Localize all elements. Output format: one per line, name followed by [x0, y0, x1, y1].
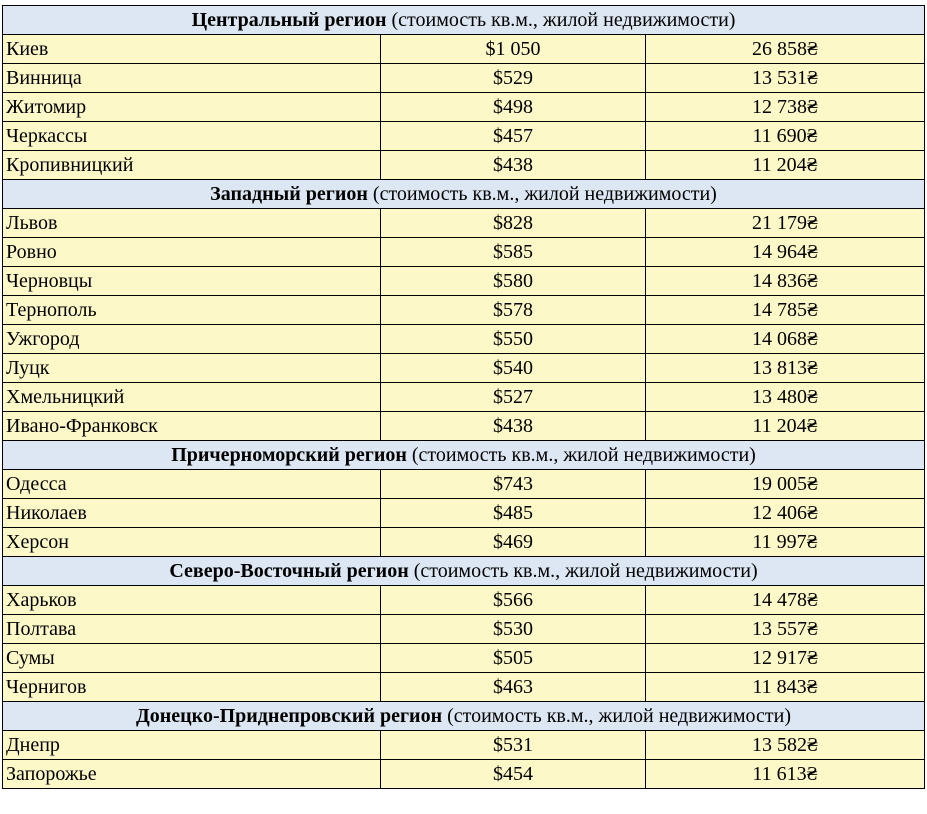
region-header-cell [3, 702, 925, 731]
uah-price-cell: 13 531₴ [646, 64, 925, 93]
table-row [3, 296, 925, 325]
region-header-central [3, 6, 925, 35]
usd-price-cell: $530 [381, 615, 646, 644]
city-cell: Хмельницкий [3, 383, 381, 412]
uah-price-cell: 26 858₴ [646, 35, 925, 64]
city-cell: Сумы [3, 644, 381, 673]
city-cell: Харьков [3, 586, 381, 615]
table-row [3, 325, 925, 354]
usd-price-cell: $454 [381, 760, 646, 789]
table-row [3, 499, 925, 528]
uah-price-cell: 14 964₴ [646, 238, 925, 267]
uah-price-cell: 14 785₴ [646, 296, 925, 325]
region-header-western [3, 180, 925, 209]
city-cell: Черновцы [3, 267, 381, 296]
price-sheet [2, 5, 924, 789]
table-row [3, 615, 925, 644]
region-note: (стоимость кв.м., жилой недвижимости) [367, 183, 717, 205]
city-cell: Полтава [3, 615, 381, 644]
usd-price-cell: $463 [381, 673, 646, 702]
table-row [3, 267, 925, 296]
uah-price-cell: 11 204₴ [646, 412, 925, 441]
usd-price-cell: $505 [381, 644, 646, 673]
usd-price-cell: $578 [381, 296, 646, 325]
region-note: (стоимость кв.м., жилой недвижимости) [408, 560, 758, 582]
usd-price-cell: $1 050 [381, 35, 646, 64]
region-header-cell [3, 180, 925, 209]
usd-price-cell: $580 [381, 267, 646, 296]
table-row [3, 760, 925, 789]
table-row [3, 528, 925, 557]
usd-price-cell: $531 [381, 731, 646, 760]
region-name: Северо-Восточный регион [169, 560, 409, 582]
city-cell: Луцк [3, 354, 381, 383]
uah-price-cell: 11 843₴ [646, 673, 925, 702]
table-row [3, 412, 925, 441]
city-cell: Чернигов [3, 673, 381, 702]
city-cell: Львов [3, 209, 381, 238]
uah-price-cell: 14 068₴ [646, 325, 925, 354]
city-cell: Кропивницкий [3, 151, 381, 180]
region-header-black-sea [3, 441, 925, 470]
city-cell: Киев [3, 35, 381, 64]
region-note: (стоимость кв.м., жилой недвижимости) [406, 444, 756, 466]
usd-price-cell: $469 [381, 528, 646, 557]
usd-price-cell: $550 [381, 325, 646, 354]
usd-price-cell: $498 [381, 93, 646, 122]
table-row [3, 586, 925, 615]
table-row [3, 238, 925, 267]
region-header-cell [3, 6, 925, 35]
city-cell: Херсон [3, 528, 381, 557]
region-name: Причерноморский регион [171, 444, 407, 466]
region-name: Центральный регион [191, 9, 387, 31]
region-note: (стоимость кв.м., жилой недвижимости) [442, 705, 792, 727]
city-cell: Днепр [3, 731, 381, 760]
table-row [3, 354, 925, 383]
region-name: Донецко-Приднепровский регион [136, 705, 443, 727]
uah-price-cell: 11 613₴ [646, 760, 925, 789]
city-cell: Житомир [3, 93, 381, 122]
uah-price-cell: 11 204₴ [646, 151, 925, 180]
table-row [3, 122, 925, 151]
uah-price-cell: 12 738₴ [646, 93, 925, 122]
table-row [3, 35, 925, 64]
city-cell: Тернополь [3, 296, 381, 325]
usd-price-cell: $438 [381, 151, 646, 180]
table-row [3, 209, 925, 238]
region-header-cell [3, 441, 925, 470]
table-row [3, 64, 925, 93]
usd-price-cell: $457 [381, 122, 646, 151]
table-row [3, 383, 925, 412]
city-cell: Черкассы [3, 122, 381, 151]
region-name: Западный регион [210, 183, 368, 205]
city-cell: Одесса [3, 470, 381, 499]
uah-price-cell: 13 813₴ [646, 354, 925, 383]
usd-price-cell: $527 [381, 383, 646, 412]
table-row [3, 673, 925, 702]
usd-price-cell: $540 [381, 354, 646, 383]
city-cell: Ивано-Франковск [3, 412, 381, 441]
uah-price-cell: 11 997₴ [646, 528, 925, 557]
region-note: (стоимость кв.м., жилой недвижимости) [386, 9, 736, 31]
city-cell: Винница [3, 64, 381, 93]
city-cell: Николаев [3, 499, 381, 528]
table-body [3, 6, 925, 789]
uah-price-cell: 13 480₴ [646, 383, 925, 412]
usd-price-cell: $828 [381, 209, 646, 238]
usd-price-cell: $566 [381, 586, 646, 615]
price-table [2, 5, 925, 789]
table-row [3, 93, 925, 122]
table-row [3, 151, 925, 180]
city-cell: Ровно [3, 238, 381, 267]
city-cell: Ужгород [3, 325, 381, 354]
uah-price-cell: 21 179₴ [646, 209, 925, 238]
table-row [3, 644, 925, 673]
usd-price-cell: $438 [381, 412, 646, 441]
table-row [3, 470, 925, 499]
uah-price-cell: 14 478₴ [646, 586, 925, 615]
table-row [3, 731, 925, 760]
city-cell: Запорожье [3, 760, 381, 789]
region-header-donetsk-dnipro [3, 702, 925, 731]
uah-price-cell: 12 406₴ [646, 499, 925, 528]
uah-price-cell: 13 582₴ [646, 731, 925, 760]
usd-price-cell: $585 [381, 238, 646, 267]
usd-price-cell: $743 [381, 470, 646, 499]
uah-price-cell: 14 836₴ [646, 267, 925, 296]
uah-price-cell: 19 005₴ [646, 470, 925, 499]
region-header-cell [3, 557, 925, 586]
region-header-north-east [3, 557, 925, 586]
uah-price-cell: 11 690₴ [646, 122, 925, 151]
usd-price-cell: $529 [381, 64, 646, 93]
uah-price-cell: 12 917₴ [646, 644, 925, 673]
uah-price-cell: 13 557₴ [646, 615, 925, 644]
usd-price-cell: $485 [381, 499, 646, 528]
